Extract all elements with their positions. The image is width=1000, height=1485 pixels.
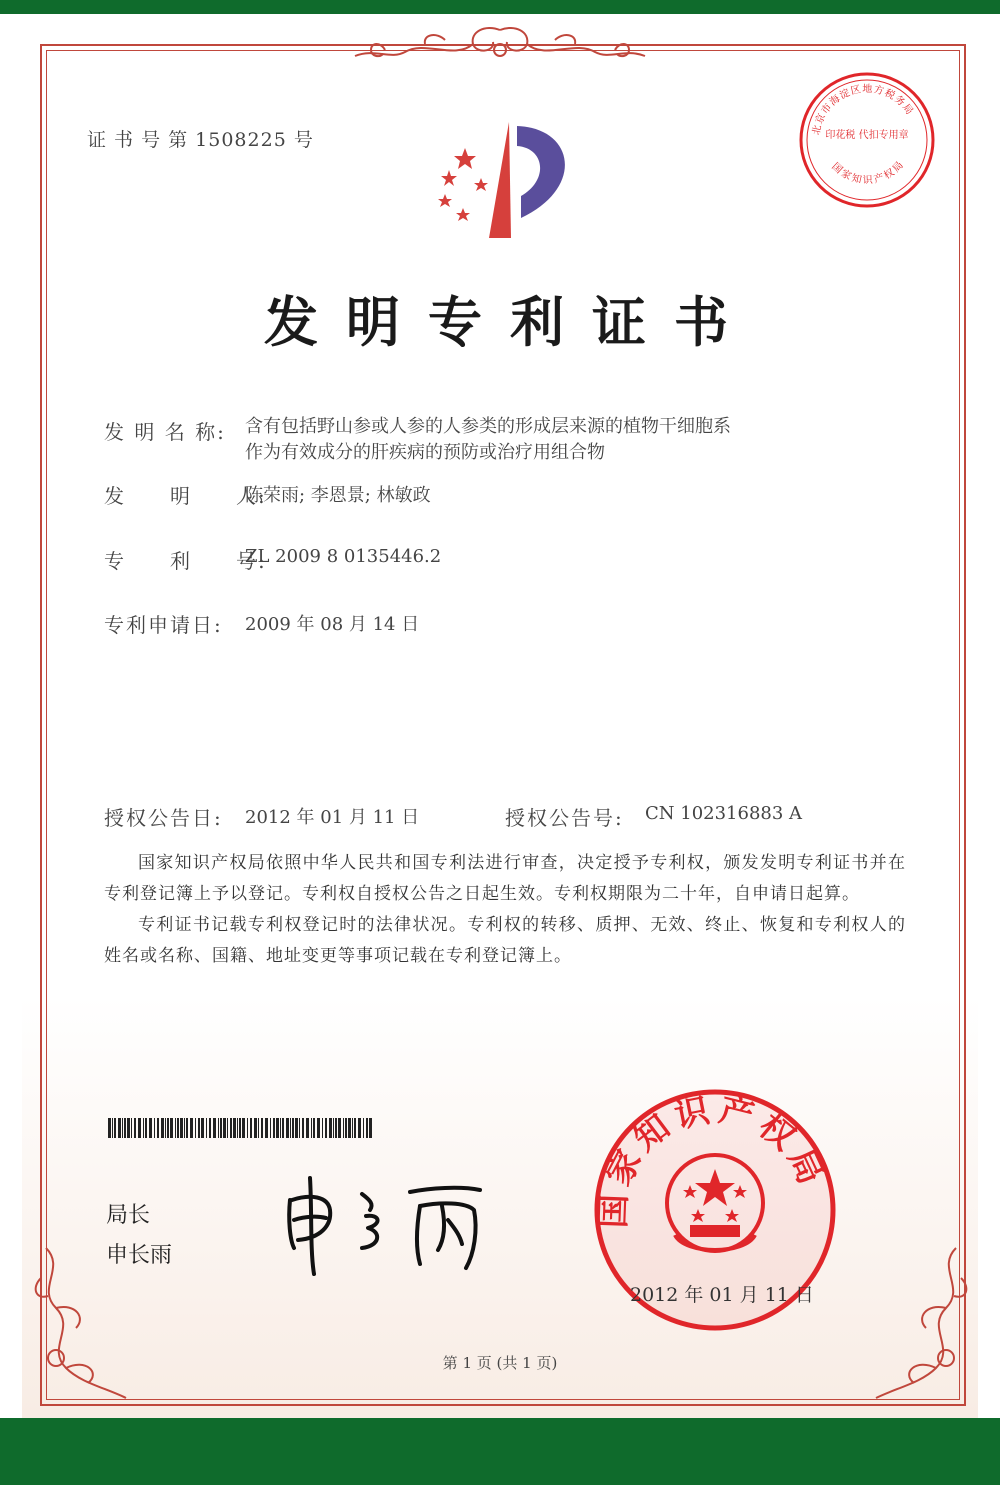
- grant-date-value: 2012 年 01 月 11 日: [245, 807, 420, 828]
- barcode-bar: [261, 1118, 263, 1138]
- barcode-bar: [322, 1118, 323, 1138]
- barcode-bar: [213, 1118, 216, 1138]
- barcode-bar: [311, 1118, 312, 1138]
- bottom-right-ornament: [866, 1238, 976, 1408]
- barcode-bar: [124, 1118, 126, 1138]
- barcode-bar: [317, 1118, 320, 1138]
- barcode-bar: [195, 1118, 196, 1138]
- inventor-label: 发 明 人:: [104, 484, 267, 508]
- barcode-bar: [299, 1118, 300, 1138]
- barcode-bar: [280, 1118, 281, 1138]
- barcode-bar: [313, 1118, 315, 1138]
- barcode-bar: [333, 1118, 334, 1138]
- barcode-bar: [145, 1118, 147, 1138]
- grant-number-value: CN 102316883 A: [645, 803, 803, 824]
- barcode-bar: [286, 1118, 289, 1138]
- barcode-bar: [127, 1118, 130, 1138]
- barcode-bar: [131, 1118, 132, 1138]
- barcode-bar: [239, 1118, 241, 1138]
- barcode-bar: [265, 1118, 268, 1138]
- barcode-bar: [122, 1118, 123, 1138]
- invention-name-line1: 含有包括野山参或人参的人参类的形成层来源的植物干细胞系: [245, 416, 731, 437]
- barcode-bar: [352, 1118, 353, 1138]
- barcode-bar: [282, 1118, 284, 1138]
- invention-name-label: 发 明 名 称:: [104, 420, 226, 444]
- barcode-bar: [329, 1118, 332, 1138]
- barcode-bar: [306, 1118, 309, 1138]
- tax-seal-inner-text: 印花税 代扣专用章: [825, 130, 909, 141]
- barcode-bar: [167, 1118, 169, 1138]
- filing-date-value: 2009 年 08 月 14 日: [245, 614, 420, 635]
- barcode-bar: [157, 1118, 159, 1138]
- barcode-bar: [250, 1118, 252, 1138]
- barcode-bar: [343, 1118, 344, 1138]
- seal-text: 国家知识产权局: [593, 1089, 834, 1229]
- barcode-bar: [270, 1118, 271, 1138]
- barcode-bar: [220, 1118, 222, 1138]
- barcode-bar: [295, 1118, 298, 1138]
- barcode-bar: [292, 1118, 294, 1138]
- barcode-bar: [149, 1118, 152, 1138]
- barcode-bar: [180, 1118, 183, 1138]
- barcode-bar: [258, 1118, 259, 1138]
- barcode-bar: [369, 1118, 372, 1138]
- barcode-bar: [366, 1118, 368, 1138]
- certificate-title: 发明专利证书: [264, 290, 756, 354]
- barcode-bar: [175, 1118, 176, 1138]
- barcode-bar: [338, 1118, 341, 1138]
- svg-text:国家知识产权局: [829, 158, 907, 187]
- barcode-bar: [206, 1118, 207, 1138]
- barcode-bar: [154, 1118, 155, 1138]
- barcode-bar: [354, 1118, 356, 1138]
- barcode-bar: [276, 1118, 279, 1138]
- tax-seal-bottom-text: 国家知识产权局: [829, 158, 908, 187]
- barcode-bar: [114, 1118, 116, 1138]
- certificate-number: 证 书 号 第 1508225 号: [87, 129, 314, 151]
- barcode-bar: [227, 1118, 228, 1138]
- barcode-bar: [233, 1118, 236, 1138]
- barcode-bar: [348, 1118, 351, 1138]
- barcode-bar: [345, 1118, 347, 1138]
- director-title: 局长: [106, 1203, 151, 1228]
- body-paragraph-2: 专利证书记载专利权登记时的法律状况。专利权的转移、质押、无效、终止、恢复和专利权人的姓名或名称、国籍、地址变更等事项记载在专利登记簿上。: [104, 915, 906, 966]
- seal-date: 2012 年 01 月 11 日: [630, 1284, 814, 1306]
- barcode-bar: [201, 1118, 204, 1138]
- barcode-bar: [302, 1118, 304, 1138]
- invention-name-line2: 作为有效成分的肝疾病的预防或治疗用组合物: [245, 442, 605, 463]
- grant-number-label: 授权公告号:: [505, 806, 624, 830]
- filing-date-label: 专利申请日:: [104, 613, 223, 637]
- barcode-bar: [186, 1118, 188, 1138]
- director-name: 申长雨: [106, 1243, 173, 1268]
- barcode-bar: [254, 1118, 257, 1138]
- barcode-bar: [335, 1118, 337, 1138]
- barcode-bar: [138, 1118, 141, 1138]
- barcode-bar: [325, 1118, 327, 1138]
- barcode-bar: [358, 1118, 361, 1138]
- grant-date-label: 授权公告日:: [104, 806, 223, 830]
- barcode-bar: [247, 1118, 248, 1138]
- barcode-bar: [363, 1118, 364, 1138]
- barcode-bar: [198, 1118, 200, 1138]
- patent-office-emblem: [425, 118, 585, 243]
- barcode: [108, 1118, 378, 1138]
- director-signature: [270, 1170, 510, 1280]
- top-green-band: [0, 0, 1000, 14]
- bottom-green-band: [0, 1418, 1000, 1485]
- barcode-bar: [190, 1118, 193, 1138]
- barcode-bar: [177, 1118, 179, 1138]
- barcode-bar: [273, 1118, 275, 1138]
- barcode-bar: [184, 1118, 185, 1138]
- barcode-bar: [170, 1118, 173, 1138]
- barcode-bar: [290, 1118, 291, 1138]
- barcode-bar: [112, 1118, 113, 1138]
- tax-stamp-seal: [797, 70, 937, 210]
- barcode-bar: [118, 1118, 121, 1138]
- barcode-bar: [218, 1118, 219, 1138]
- barcode-bar: [242, 1118, 245, 1138]
- inventor-value: 陈荣雨; 李恩景; 林敏政: [245, 485, 431, 506]
- barcode-bar: [143, 1118, 144, 1138]
- barcode-bar: [223, 1118, 226, 1138]
- barcode-bar: [165, 1118, 166, 1138]
- patent-number-label: 专 利 号:: [104, 549, 267, 573]
- patent-number-value: ZL 2009 8 0135446.2: [245, 546, 442, 567]
- barcode-bar: [230, 1118, 232, 1138]
- top-ornament: [345, 22, 655, 74]
- barcode-bar: [209, 1118, 211, 1138]
- barcode-bar: [161, 1118, 164, 1138]
- page-number: 第 1 页 (共 1 页): [442, 1354, 558, 1372]
- barcode-bar: [237, 1118, 238, 1138]
- body-paragraph-1: 国家知识产权局依照中华人民共和国专利法进行审查，决定授予专利权，颁发发明专利证书并在专利登记簿上予以登记。专利权自授权公告之日起生效。专利权期限为二十年，自申请日起算。: [104, 853, 906, 904]
- barcode-bar: [134, 1118, 136, 1138]
- barcode-bar: [108, 1118, 111, 1138]
- certificate-body: [104, 848, 906, 972]
- tax-seal-outer-text: 北京市海淀区地方税务局: [811, 83, 916, 137]
